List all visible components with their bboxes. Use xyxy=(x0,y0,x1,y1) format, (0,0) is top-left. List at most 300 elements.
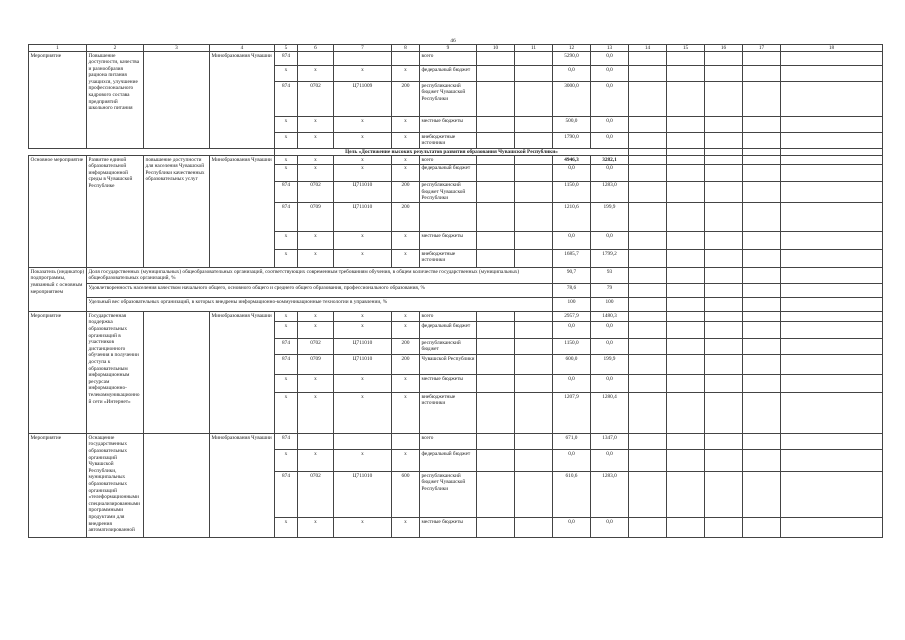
column-number: 7 xyxy=(334,45,392,52)
grbs-code: х xyxy=(275,322,298,339)
empty-cell xyxy=(667,434,705,450)
empty-cell xyxy=(705,472,743,518)
grbs-code: х xyxy=(275,156,298,165)
empty-cell xyxy=(515,66,553,82)
empty-cell xyxy=(667,450,705,472)
empty-cell xyxy=(781,322,883,339)
expense-type-code: 200 xyxy=(392,181,420,203)
empty-cell xyxy=(781,149,883,156)
empty-cell xyxy=(629,450,667,472)
empty-cell xyxy=(477,393,515,434)
empty-cell xyxy=(477,472,515,518)
event-indicator: повышение доступности для населения Чувашской Республики качественных образовательных услуг xyxy=(144,156,210,268)
section-code: 0702 xyxy=(298,472,334,518)
empty-cell xyxy=(705,268,743,284)
value-col13: 199,9 xyxy=(591,355,629,375)
empty-cell xyxy=(477,312,515,322)
empty-cell xyxy=(705,66,743,82)
empty-cell xyxy=(667,250,705,268)
expense-type-code: х xyxy=(392,164,420,181)
empty-cell xyxy=(781,133,883,149)
indicator-row xyxy=(29,284,883,298)
empty-cell xyxy=(743,322,781,339)
value-col12: 0,0 xyxy=(553,322,591,339)
empty-cell xyxy=(629,181,667,203)
value-col13: 0,0 xyxy=(591,232,629,250)
empty-cell xyxy=(743,312,781,322)
expense-type-code: 200 xyxy=(392,203,420,232)
funding-source: местные бюджеты xyxy=(420,518,477,538)
section-code: х xyxy=(298,250,334,268)
empty-cell xyxy=(781,393,883,434)
empty-cell xyxy=(705,133,743,149)
empty-cell xyxy=(667,375,705,393)
empty-cell xyxy=(705,355,743,375)
value-col12: 3000,0 xyxy=(553,82,591,117)
empty-cell xyxy=(477,322,515,339)
empty-cell xyxy=(629,156,667,165)
empty-cell xyxy=(629,393,667,434)
target-article-code: х xyxy=(334,232,392,250)
event-name: Оснащение государственных образовательных организаций Чувашской Республики, муниципальных образовательных организаций «телеформационными специализированными программными продуктами для внедрения автоматизированной xyxy=(87,434,144,538)
value-col12: 0,0 xyxy=(553,232,591,250)
value-col12: 500,0 xyxy=(553,117,591,133)
empty-cell xyxy=(515,164,553,181)
expense-type-code: х xyxy=(392,312,420,322)
column-number: 18 xyxy=(781,45,883,52)
empty-cell xyxy=(743,298,781,312)
expense-type-code: х xyxy=(392,518,420,538)
funding-source xyxy=(420,203,477,232)
value-col13: 0,0 xyxy=(591,133,629,149)
grbs-code: х xyxy=(275,133,298,149)
empty-cell xyxy=(515,52,553,66)
expense-type-code xyxy=(392,52,420,66)
empty-cell xyxy=(629,355,667,375)
empty-cell xyxy=(629,518,667,538)
empty-cell xyxy=(705,232,743,250)
expense-type-code: х xyxy=(392,450,420,472)
empty-cell xyxy=(667,232,705,250)
empty-cell xyxy=(477,66,515,82)
empty-cell xyxy=(743,156,781,165)
empty-cell xyxy=(781,156,883,165)
expense-type-code: х xyxy=(392,133,420,149)
target-article-code xyxy=(334,434,392,450)
value-col12: 0,0 xyxy=(553,66,591,82)
event-name: Государственная поддержка образовательных организаций в участников дистанционного обучения в получении доступа к образовательным информационным ресурсам информационно-телекоммуникационной сети «Интернет» xyxy=(87,312,144,434)
empty-cell xyxy=(781,203,883,232)
empty-cell xyxy=(781,66,883,82)
target-article-code: Ц711010 xyxy=(334,472,392,518)
responsible-executor: Минобразования Чувашии xyxy=(210,156,275,268)
section-code: х xyxy=(298,450,334,472)
empty-cell xyxy=(743,181,781,203)
expense-type-code: х xyxy=(392,250,420,268)
empty-cell xyxy=(781,339,883,355)
empty-cell xyxy=(515,156,553,165)
empty-cell xyxy=(705,117,743,133)
empty-cell xyxy=(477,156,515,165)
value-col12: 0,0 xyxy=(553,518,591,538)
section-code: 0702 xyxy=(298,339,334,355)
event-level: Основное мероприятие xyxy=(29,156,87,268)
column-number: 11 xyxy=(515,45,553,52)
empty-cell xyxy=(629,133,667,149)
empty-cell xyxy=(667,355,705,375)
empty-cell xyxy=(629,203,667,232)
value-col13: 0,0 xyxy=(591,52,629,66)
value-col13: 0,0 xyxy=(591,322,629,339)
event-indicator xyxy=(144,434,210,538)
indicator-text: Доля государственных (муниципальных) общеобразовательных организаций, соответствующих современным требованиям обучения, в общем количестве государственных (муниципальных) общеобразовательных организаций, % xyxy=(87,268,553,284)
empty-cell xyxy=(781,164,883,181)
empty-cell xyxy=(515,250,553,268)
expense-type-code: х xyxy=(392,375,420,393)
blank-cell xyxy=(29,149,275,156)
empty-cell xyxy=(477,250,515,268)
event-indicator xyxy=(144,312,210,434)
grbs-code: 874 xyxy=(275,355,298,375)
empty-cell xyxy=(477,450,515,472)
empty-cell xyxy=(781,250,883,268)
empty-cell xyxy=(515,117,553,133)
responsible-executor: Минобразования Чувашии xyxy=(210,434,275,538)
indicator-row xyxy=(29,298,883,312)
empty-cell xyxy=(705,203,743,232)
funding-source: внебюджетные источники xyxy=(420,133,477,149)
expense-type-code: х xyxy=(392,156,420,165)
column-number: 2 xyxy=(87,45,144,52)
value-col13: 0,0 xyxy=(591,164,629,181)
empty-cell xyxy=(743,434,781,450)
section-code: х xyxy=(298,133,334,149)
section-code: 0709 xyxy=(298,355,334,375)
value-col13: 1283,0 xyxy=(591,181,629,203)
event-name: Повышение доступности, качества и разнообразия рациона питания учащихся, улучшение профессионального кадрового состава предприятий школьного питания xyxy=(87,52,144,149)
grbs-code: х xyxy=(275,393,298,434)
funding-source: федеральный бюджет xyxy=(420,322,477,339)
funding-source: республиканский бюджет xyxy=(420,339,477,355)
target-article-code: х xyxy=(334,133,392,149)
indicator-text: Удовлетворенность населения качеством начального общего, основного общего и среднего общего образования, профессионального образования, % xyxy=(87,284,553,298)
section-code: х xyxy=(298,518,334,538)
empty-cell xyxy=(781,82,883,117)
empty-cell xyxy=(743,232,781,250)
empty-cell xyxy=(629,312,667,322)
value-col13: 199,9 xyxy=(591,203,629,232)
value-col12: 0,0 xyxy=(553,164,591,181)
empty-cell xyxy=(743,518,781,538)
target-article-code: х xyxy=(334,312,392,322)
section-code: 0702 xyxy=(298,181,334,203)
empty-cell xyxy=(781,52,883,66)
empty-cell xyxy=(667,298,705,312)
value-col12: 78,6 xyxy=(553,284,591,298)
finance-row xyxy=(29,434,883,450)
expense-type-code: 200 xyxy=(392,355,420,375)
empty-cell xyxy=(705,52,743,66)
target-article-code: х xyxy=(334,393,392,434)
grbs-code: 874 xyxy=(275,203,298,232)
value-col13: 0,0 xyxy=(591,66,629,82)
column-number: 4 xyxy=(210,45,275,52)
section-code: х xyxy=(298,117,334,133)
empty-cell xyxy=(515,322,553,339)
empty-cell xyxy=(667,66,705,82)
value-col12: 671,0 xyxy=(553,434,591,450)
expense-type-code: х xyxy=(392,117,420,133)
grbs-code: х xyxy=(275,232,298,250)
empty-cell xyxy=(515,133,553,149)
empty-cell xyxy=(629,339,667,355)
empty-cell xyxy=(743,82,781,117)
empty-cell xyxy=(515,450,553,472)
empty-cell xyxy=(667,149,705,156)
empty-cell xyxy=(743,393,781,434)
grbs-code: 874 xyxy=(275,181,298,203)
empty-cell xyxy=(629,164,667,181)
column-number: 6 xyxy=(298,45,334,52)
target-article-code: Ц711010 xyxy=(334,355,392,375)
empty-cell xyxy=(629,298,667,312)
empty-cell xyxy=(781,298,883,312)
empty-cell xyxy=(705,434,743,450)
indicator-text: Удельный вес образовательных организаций, в которых внедрены информационно-коммуникационные технологии в управлении, % xyxy=(87,298,553,312)
funding-source: местные бюджеты xyxy=(420,117,477,133)
empty-cell xyxy=(515,393,553,434)
event-name: Развитие единой образовательной информационной среды в Чувашской Республике xyxy=(87,156,144,268)
empty-cell xyxy=(781,117,883,133)
empty-cell xyxy=(667,117,705,133)
empty-cell xyxy=(781,472,883,518)
grbs-code: х xyxy=(275,518,298,538)
grbs-code: х xyxy=(275,117,298,133)
value-col12: 600,0 xyxy=(553,355,591,375)
target-article-code: х xyxy=(334,164,392,181)
empty-cell xyxy=(477,355,515,375)
empty-cell xyxy=(705,450,743,472)
empty-cell xyxy=(781,375,883,393)
value-col13: 3282,1 xyxy=(591,156,629,165)
column-number: 8 xyxy=(392,45,420,52)
value-col13: 1283,0 xyxy=(591,472,629,518)
funding-source: внебюджетные источники xyxy=(420,393,477,434)
empty-cell xyxy=(667,268,705,284)
empty-cell xyxy=(477,339,515,355)
empty-cell xyxy=(477,82,515,117)
empty-cell xyxy=(667,52,705,66)
grbs-code: х xyxy=(275,450,298,472)
finance-row xyxy=(29,52,883,66)
grbs-code: 874 xyxy=(275,82,298,117)
event-indicator xyxy=(144,52,210,149)
grbs-code: 874 xyxy=(275,434,298,450)
empty-cell xyxy=(705,284,743,298)
empty-cell xyxy=(781,268,883,284)
event-level: Мероприятие xyxy=(29,434,87,538)
empty-cell xyxy=(667,164,705,181)
value-col13: 100 xyxy=(591,298,629,312)
value-col12: 1150,0 xyxy=(553,339,591,355)
empty-cell xyxy=(667,339,705,355)
expense-type-code: х xyxy=(392,66,420,82)
page-number: 46 xyxy=(450,38,456,44)
expense-type-code: х xyxy=(392,393,420,434)
empty-cell xyxy=(515,203,553,232)
empty-cell xyxy=(705,393,743,434)
target-article-code: х xyxy=(334,66,392,82)
funding-source: республиканский бюджет Чувашской Республики xyxy=(420,82,477,117)
target-article-code: Ц711009 xyxy=(334,82,392,117)
empty-cell xyxy=(667,393,705,434)
value-col12: 1150,0 xyxy=(553,181,591,203)
empty-cell xyxy=(477,232,515,250)
expense-type-code: 200 xyxy=(392,82,420,117)
value-col13: 1280,4 xyxy=(591,393,629,434)
empty-cell xyxy=(667,203,705,232)
column-number: 15 xyxy=(667,45,705,52)
grbs-code: х xyxy=(275,375,298,393)
value-col12: 5290,0 xyxy=(553,52,591,66)
empty-cell xyxy=(705,149,743,156)
empty-cell xyxy=(667,312,705,322)
empty-cell xyxy=(705,164,743,181)
responsible-executor: Минобразования Чувашии xyxy=(210,312,275,434)
value-col12: 0,0 xyxy=(553,450,591,472)
target-article-code: Ц711010 xyxy=(334,203,392,232)
empty-cell xyxy=(743,472,781,518)
funding-source: всего xyxy=(420,52,477,66)
empty-cell xyxy=(477,375,515,393)
expense-type-code: х xyxy=(392,232,420,250)
value-col13: 0,0 xyxy=(591,375,629,393)
finance-row xyxy=(29,156,883,165)
empty-cell xyxy=(515,472,553,518)
empty-cell xyxy=(629,66,667,82)
funding-source: федеральный бюджет xyxy=(420,164,477,181)
funding-source: федеральный бюджет xyxy=(420,450,477,472)
section-code: х xyxy=(298,312,334,322)
empty-cell xyxy=(477,181,515,203)
value-col13: 0,0 xyxy=(591,117,629,133)
empty-cell xyxy=(743,339,781,355)
empty-cell xyxy=(705,181,743,203)
empty-cell xyxy=(477,164,515,181)
funding-source: республиканский бюджет Чувашской Республики xyxy=(420,181,477,203)
empty-cell xyxy=(477,52,515,66)
target-article-code: х xyxy=(334,156,392,165)
column-number: 14 xyxy=(629,45,667,52)
section-code: х xyxy=(298,322,334,339)
column-number: 12 xyxy=(553,45,591,52)
empty-cell xyxy=(743,203,781,232)
empty-cell xyxy=(743,450,781,472)
section-code: х xyxy=(298,164,334,181)
value-col13: 0,0 xyxy=(591,450,629,472)
value-col13: 79 xyxy=(591,284,629,298)
empty-cell xyxy=(705,82,743,117)
section-code: х xyxy=(298,156,334,165)
empty-cell xyxy=(743,268,781,284)
empty-cell xyxy=(477,203,515,232)
empty-cell xyxy=(705,312,743,322)
funding-source: местные бюджеты xyxy=(420,375,477,393)
empty-cell xyxy=(781,518,883,538)
empty-cell xyxy=(743,375,781,393)
empty-cell xyxy=(629,250,667,268)
empty-cell xyxy=(667,322,705,339)
empty-cell xyxy=(629,82,667,117)
funding-source: местные бюджеты xyxy=(420,232,477,250)
empty-cell xyxy=(781,355,883,375)
column-number: 16 xyxy=(705,45,743,52)
column-numbers-row xyxy=(29,45,883,52)
finance-row xyxy=(29,312,883,322)
target-article-code: Ц711010 xyxy=(334,339,392,355)
target-article-code: х xyxy=(334,518,392,538)
empty-cell xyxy=(629,149,667,156)
section-code: х xyxy=(298,66,334,82)
expense-type-code: х xyxy=(392,322,420,339)
empty-cell xyxy=(743,52,781,66)
grbs-code: х xyxy=(275,250,298,268)
value-col13: 0,0 xyxy=(591,518,629,538)
value-col13: 0,0 xyxy=(591,82,629,117)
program-table xyxy=(28,44,883,538)
column-number: 3 xyxy=(144,45,210,52)
grbs-code: 874 xyxy=(275,52,298,66)
value-col12: 100 xyxy=(553,298,591,312)
empty-cell xyxy=(477,117,515,133)
expense-type-code xyxy=(392,434,420,450)
empty-cell xyxy=(705,298,743,312)
responsible-executor: Минобразования Чувашии xyxy=(210,52,275,149)
funding-source: республиканский бюджет Чувашской Республики xyxy=(420,472,477,518)
empty-cell xyxy=(705,322,743,339)
section-code: х xyxy=(298,393,334,434)
empty-cell xyxy=(629,117,667,133)
empty-cell xyxy=(629,472,667,518)
empty-cell xyxy=(515,181,553,203)
empty-cell xyxy=(781,284,883,298)
empty-cell xyxy=(743,164,781,181)
value-col12: 1207,9 xyxy=(553,393,591,434)
value-col12: 2957,9 xyxy=(553,312,591,322)
empty-cell xyxy=(667,518,705,538)
empty-cell xyxy=(477,434,515,450)
empty-cell xyxy=(629,52,667,66)
value-col12: 90,7 xyxy=(553,268,591,284)
empty-cell xyxy=(781,450,883,472)
empty-cell xyxy=(781,181,883,203)
target-article-code: х xyxy=(334,450,392,472)
empty-cell xyxy=(743,149,781,156)
empty-cell xyxy=(667,284,705,298)
empty-cell xyxy=(667,156,705,165)
section-code xyxy=(298,434,334,450)
value-col12: 1685,7 xyxy=(553,250,591,268)
empty-cell xyxy=(743,250,781,268)
value-col12: 0,0 xyxy=(553,375,591,393)
target-article-code xyxy=(334,52,392,66)
grbs-code: х xyxy=(275,66,298,82)
empty-cell xyxy=(705,339,743,355)
expense-type-code: 600 xyxy=(392,472,420,518)
target-article-code: х xyxy=(334,250,392,268)
column-number: 5 xyxy=(275,45,298,52)
empty-cell xyxy=(629,232,667,250)
